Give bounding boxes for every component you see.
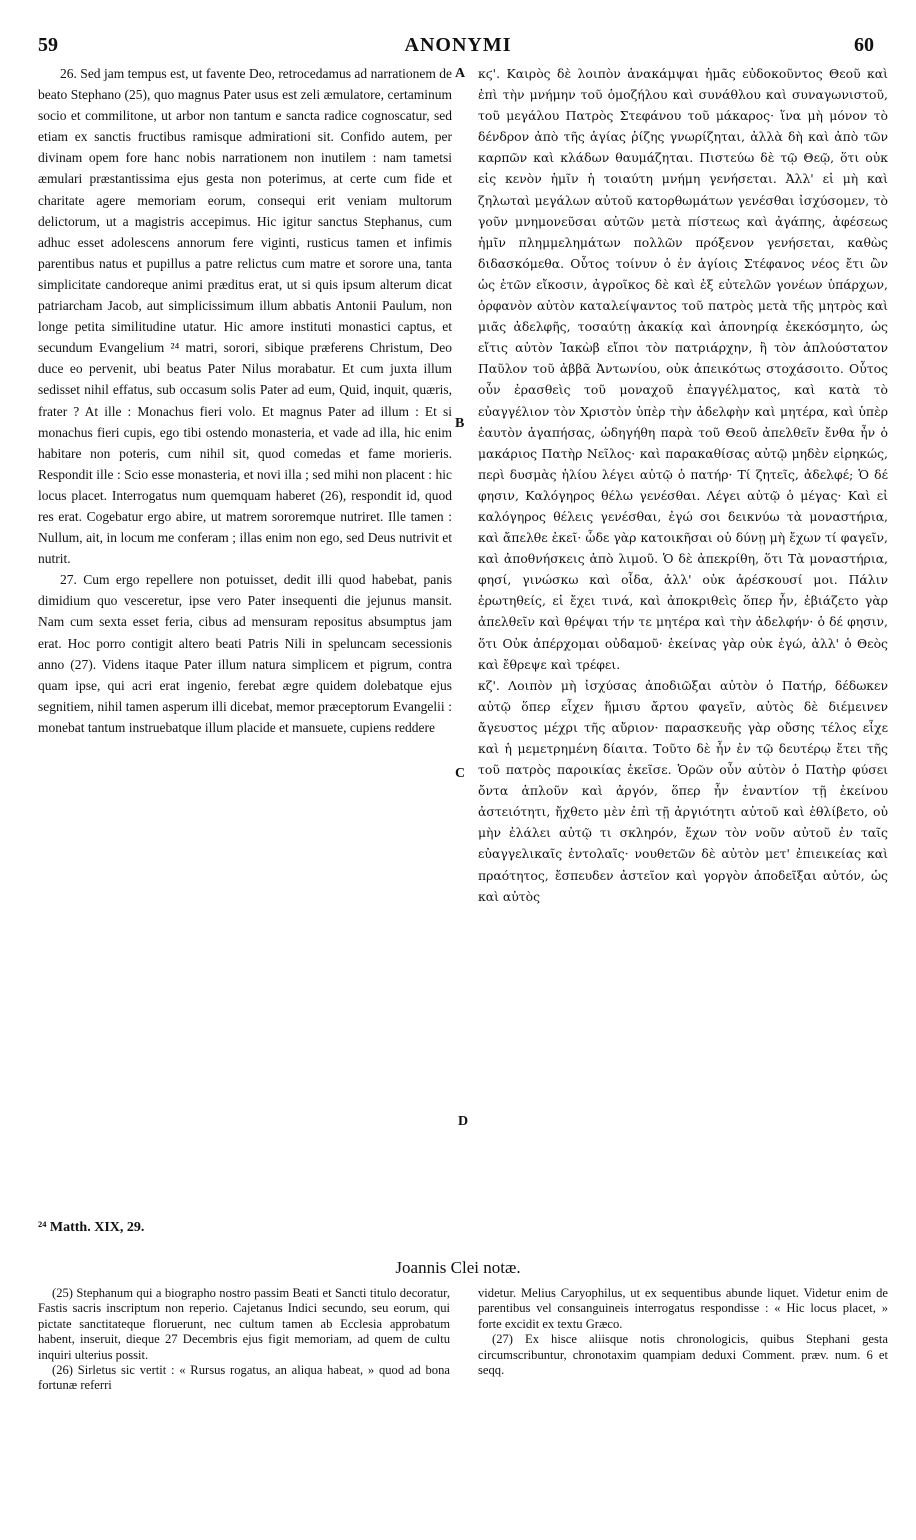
page-header xyxy=(30,34,886,58)
section-marker-d: D xyxy=(458,1114,469,1129)
greek-paragraph-27: κζ'. Λοιπὸν μὴ ἰσχύσας ἀποδιῶξαι αὐτὸν ὁ Πατήρ, δέδωκεν αὐτῷ ὅπερ εἶχεν ἥμισυ ἄρτου φαγεῖν, αὐτὸς δὲ διέμεινεν ἄγευστος μέχρι τῆς αὔριον· παρασκευῆς γὰρ οὔσης τέλος εἶχε καὶ ἡ μεμετρημένη δίαιτα. Τοῦτο δὲ ἦν ἐν τῷ δευτέρῳ ἔτει τῆς τοῦ πατρὸς παροικίας ἐκεῖσε. Ὁρῶν οὖν αὐτὸν ὁ Πατὴρ φύσει ὄντα ἁπλοῦν καὶ ἀργόν, ὅπερ ἦν ἐναντίον τῇ ἐκείνου ἀστειότητι, ἤχθετο μὲν ἐπὶ τῇ ἀργιότητι αὐτοῦ καὶ ἐθλίβετο, οὐ μὴν ἐλάλει αὐτῷ τι σκληρόν, ἔχων τὸν νοῦν αὐτοῦ ἐν ταῖς εὐαγγελικαῖς ἐντολαῖς· νουθετῶν δὲ αὐτὸν μετ' ἐπιεικείας καὶ πραότητος, ἔσπευδεν ἀστεῖον καὶ γοργὸν ἀποδεῖξαι αὐτόν, ὡς καὶ αὐτὸς xyxy=(478,677,888,904)
page-number-left: 59 xyxy=(38,34,58,56)
running-title: ANONYMI xyxy=(404,34,512,56)
note-27: (27) Ex hisce aliisque notis chronologicis, quibus Stephani gesta circumscribuntur, chronotaxim quampiam deduxi Comment. præv. num. 6 et seqq. xyxy=(478,1332,888,1378)
note-25: (25) Stephanum qui a biographo nostro passim Beati et Sancti titulo decoratur, Fastis sacris inscriptum non reperio. Cajetanus Indici secundo, seu eorum, qui pictate sanctitateque floruerunt, nec cultum tamen ab Ecclesia approbatum habent, inseruit, dieque 27 Decembris ejus figit memoriam, ad quem de cultu inquiri ulterius possit. xyxy=(38,1286,450,1362)
notes-right-column xyxy=(478,1286,888,1378)
notes-left-column xyxy=(38,1286,450,1394)
greek-paragraph-26: κϛ'. Καιρὸς δὲ λοιπὸν ἀνακάμψαι ἡμᾶς εὐδοκοῦντος Θεοῦ καὶ ἐπὶ τὴν μνήμην τοῦ ὁμοζήλου καὶ συνάθλου καὶ συναγωνιστοῦ, τοῦ μεγάλου Πατρὸς Στεφάνου τοῦ μάκαρος· ἵνα μὴ μόνον τὸ δένδρον ἀπὸ τῆς ἁγίας ῥίζης γνωρίζηται, ἀλλὰ δὴ καὶ ἀπὸ τῶν καρπῶν καὶ κλάδων θαυμάζηται. Πιστεύω δὲ τῷ Θεῷ, ὅτι οὐκ εἰς κενὸν ἡμῖν ἡ τοιαύτη μνήμη γενήσεται. Ἀλλ' εἰ μὴ καὶ ζηλωταὶ μεγάλων αὐτοῦ κατορθωμάτων γενέσθαι ἰσχύσομεν, τὸ γοῦν μνημονεῦσαι αὐτῶν μετὰ πίστεως καὶ ἀγάπης, ἀφέσεως ἡμῖν πλημμελημάτων πολλῶν πρόξενον γενήσεται, καθὼς διδασκόμεθα. Οὗτος τοίνυν ὁ ἐν ἁγίοις Στέφανος νέος ἔτι ὢν ὡς ἐτῶν εἴκοσιν, ἀγροῖκος δὲ καὶ ἐξ εὐτελῶν γονέων ὑπάρχων, ὀρφανὸν αὐτὸν καταλείψαντος τοῦ πατρὸς μετὰ τῆς μητρὸς καὶ μιᾶς ἀδελφῆς, τοσαύτῃ ἀκακίᾳ καὶ ἀπονηρίᾳ ἐκεκόσμητο, ὡς εἴτις αὐτὸν Ἰακὼβ εἴποι τὸν πατριάρχην, ἢ τὸν ἁπλούστατον Παῦλον τοῦ ἀββᾶ Ἀντωνίου, οὐκ ἀπεικότως στοχάσοιτο. Οὗτος οὖν ἐρασθεὶς τοῦ μοναχοῦ ἐπαγγέλματος, καὶ κατὰ τὸ εὐαγγέλιον τὸν Χριστὸν ὑπὲρ τὴν ἀδελφὴν καὶ μητέρα, καὶ ὑπὲρ ἑαυτὸν ἀγαπήσας, ὡδηγήθη παρὰ τοῦ Θεοῦ ἀπελθεῖν ἔνθα ἦν ὁ μακάριος Πατὴρ Νεῖλος· καὶ παρακαθίσας αὐτῷ μηδὲν εἰρηκώς, περὶ δυσμὰς ἡλίου λέγει αὐτῷ ὁ πατήρ· Τί ζητεῖς, ἀδελφέ; Ὁ δέ φησιν, Καλόγηρος θέλω γενέσθαι. Λέγει αὐτῷ ὁ μέγας· Καὶ εἰ καλόγηρος θέλεις γενέσθαι, ἐγώ σοι δεικνύω τὰ μοναστήρια, καὶ ἄπελθε ἐκεῖ· ὧδε γὰρ κατοικῆσαι οὐ δύνῃ μὴ ἔχων τί φαγεῖν, καὶ ἀποθνήσκεις ἀπὸ λιμοῦ. Ὁ δὲ ἀπεκρίθη, ὅτι Τὰ μοναστήρια, φησί, γινώσκω καὶ οἶδα, ἀλλ' οὐκ ἀρέσκουσί μοι. Πάλιν ἐρωτηθείς, εἰ ἔχει τινά, καὶ ἀποκριθεὶς ὅπερ ἦν, ἐβιάζετο γὰρ ἀπελθεῖν καὶ θρέψαι τήν τε μητέρα καὶ τὴν ἀδελφήν· ὁ δέ φησιν, ὅτι Οὐκ ἀπέρχομαι οὐδαμοῦ· ἐκείνας γὰρ οὐκ ἐγώ, ἀλλ' ὁ Θεὸς καὶ ἔθρεψε καὶ τρέφει. xyxy=(478,66,888,672)
section-marker-a: A xyxy=(455,66,466,81)
latin-column xyxy=(38,63,452,738)
greek-column xyxy=(478,63,888,907)
latin-paragraph-26: 26. Sed jam tempus est, ut favente Deo, retrocedamus ad narrationem de beato Stephano (25), quo magnus Pater usus est zeli æmulatore, certaminum socio et commilitone, ut arbor non tantum e sancta radice cognoscatur, sed etiam ex sanctis fructibus ramisque admirationi sit. Confido autem, per divinam opem fore hanc nobis narrationem non inutilem : nam tametsi æmulari præstantissima ejus gesta non poterimus, at certe cum fide et charitate agere memoriam eorum, consequi erit veniam multorum delictorum, ut a magistris accepimus. Hic igitur sanctus Stephanus, cum adhuc esset adolescens annorum fere viginti, rusticus tamen et infimis parentibus natus et pupillus a patre relictus cum matre et sorore una, tanta simplicitate candoreque animi præditus erat, ut si quis ipsum alterum dicat patriarcham Jacob, aut simplicissimum illum abbatis Antonii Paulum, non longe petita similitudine utatur. Hic amore instituti monastici captus, et secundum Evangelium ²⁴ matri, sorori, sibique præferens Christum, Deo duce eo pervenit, ubi beatus Pater Nilus morabatur. Et cum juxta illum sedisset nihil effatus, sub occasum solis Pater ad eum, Quid, inquit, quæris, frater ? At ille : Monachus fieri volo. Et magnus Pater ad illum : Et si monachus fieri cupis, ego tibi ostendo monasteria, et vade ad illa, hic enim habitare non poteris, cum nihil sit, quod comedas et fame morieris. Respondit ille : Scio esse monasteria, et novi illa ; sed mihi non placent : hic locus placet. Interrogatus num quemquam haberet (26), respondit id, quod res erat. Cogebatur ergo abire, ut matrem sororemque nutriret. Ille tamen : Nullum, ait, in locum me conferam ; illas enim non ego, sed Deus nutrivit et nutrit. xyxy=(38,66,452,567)
latin-paragraph-27: 27. Cum ergo repellere non potuisset, dedit illi quod habebat, panis dimidium quo vesceretur, ipse vero Pater insequenti die jejunus mansit. Nam cum sexta esset feria, cibus ad mensuram repositus absumptus jam erat. Hoc porro contigit altero beati Patris Nili in speluncam secessionis anno (27). Videns itaque Pater illum natura simplicem et pigrum, contra quam ipse, qui acri erat ingenio, ferebat ægre quidem dolebatque ejus segnitiem, nihil tamen asperum illi dicebat, memor præceptorum Evangelii : monebat tantum instruebatque illum placide et mansuete, cupiens reddere xyxy=(38,572,452,735)
page-number-right: 60 xyxy=(854,34,874,56)
note-26: (26) Sirletus sic vertit : « Rursus rogatus, an aliqua habeat, » quod ad bona fortunæ referri xyxy=(38,1363,450,1393)
footnote: ²⁴ Matth. XIX, 29. xyxy=(38,1220,145,1235)
notes-title: Joannis Clei notæ. xyxy=(395,1258,521,1277)
note-26-continued: videtur. Melius Caryophilus, ut ex sequentibus abunde liquet. Videtur enim de parentibus vel consanguineis interrogatus respondisse : « Hic locus placet, » forte excidit ex textu Græco. xyxy=(478,1286,888,1331)
section-marker-c: C xyxy=(455,766,466,781)
section-marker-b: B xyxy=(455,416,465,431)
